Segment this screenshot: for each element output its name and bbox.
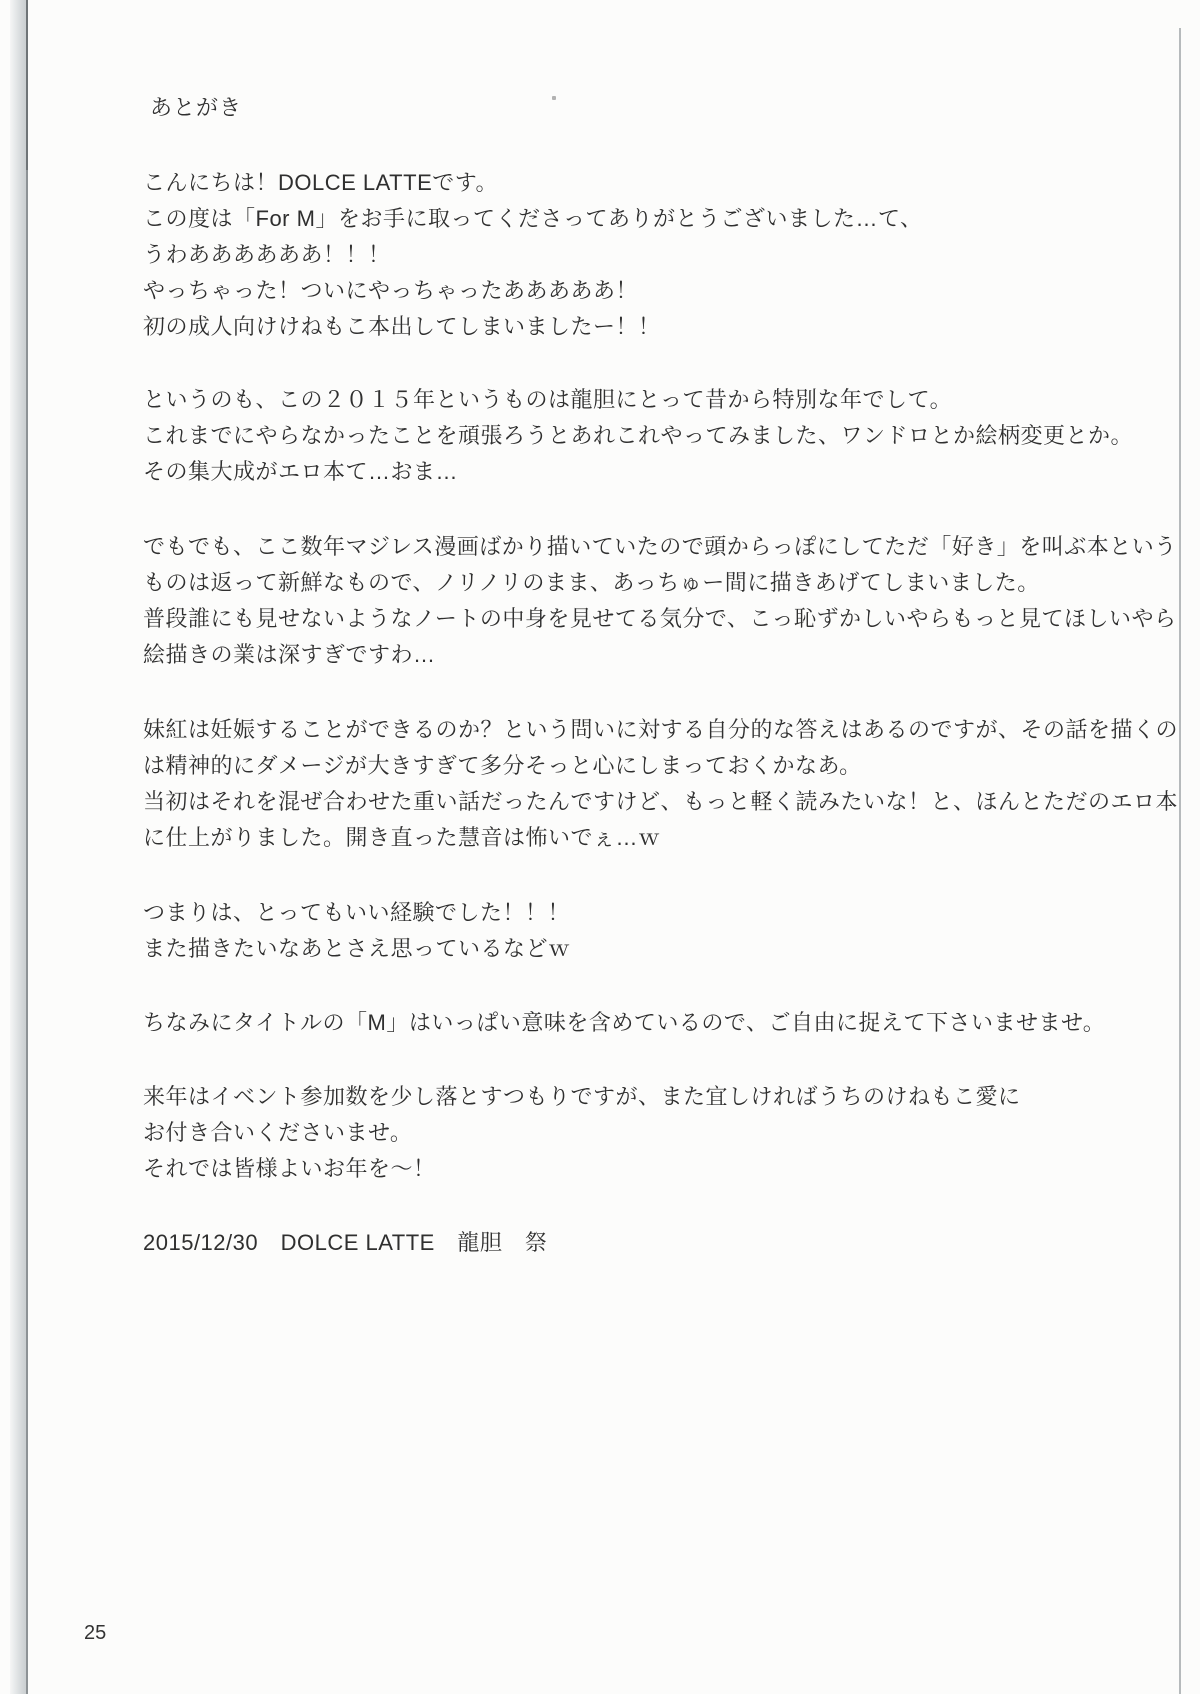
- text-line: 来年はイベント参加数を少し落とすつもりですが、また宜しければうちのけねもこ愛に: [143, 1084, 1021, 1109]
- text-line: お付き合いくださいませ。: [143, 1120, 413, 1145]
- text-line: これまでにやらなかったことを頑張ろうとあれこれやってみました、ワンドロとか絵柄変更とか。: [143, 423, 1134, 448]
- text-line: こんにちは！DOLCE LATTEです。: [143, 170, 498, 195]
- scan-right-edge: [1179, 28, 1181, 1694]
- paragraph-title-note: [143, 1005, 1105, 1041]
- text-line: やっちゃった！ついにやっちゃったあああああ！: [143, 278, 639, 303]
- text-line: この度は「For M」をお手に取ってくださってありがとうございました…て、: [143, 206, 923, 231]
- paragraph-story: [143, 712, 1178, 856]
- text-line: ちなみにタイトルの「M」はいっぱい意味を含めているので、ご自由に捉えて下さいませませ。: [143, 1010, 1106, 1035]
- paragraph-closing: [143, 1079, 1021, 1187]
- text-line: に仕上がりました。開き直った慧音は怖いでぇ…ｗ: [143, 825, 661, 850]
- scan-speck: [552, 96, 556, 100]
- text-line: 絵描きの業は深すぎですわ…: [143, 642, 436, 667]
- scan-left-edge: [10, 0, 28, 1694]
- text-line: また描きたいなあとさえ思っているなどｗ: [143, 936, 571, 961]
- text-line: 初の成人向けけねもこ本出してしまいましたー！！: [143, 314, 661, 339]
- text-line: 普段誰にも見せないようなノートの中身を見せてる気分で、こっ恥ずかしいやらもっと見てほしいやら: [143, 606, 1177, 631]
- text-line: ものは返って新鮮なもので、ノリノリのまま、あっちゅー間に描きあげてしまいました。: [143, 570, 1040, 595]
- signature-line: 2015/12/30 DOLCE LATTE 龍胆 祭: [143, 1230, 548, 1255]
- text-line: うわああああああ！！！: [143, 242, 391, 267]
- text-line: でもでも、ここ数年マジレス漫画ばかり描いていたので頭からっぽにしてただ「好き」を叫ぶ本という: [143, 534, 1177, 559]
- paragraph-greeting: [143, 165, 923, 345]
- paragraph-experience: [143, 895, 571, 967]
- paragraph-2015: [143, 382, 1133, 490]
- text-line: つまりは、とってもいい経験でした！！！: [143, 900, 571, 925]
- text-line: その集大成がエロ本て…おま…: [143, 459, 459, 484]
- page-number: 25: [84, 1622, 107, 1644]
- text-line: は精神的にダメージが大きすぎて多分そっと心にしまっておくかなあ。: [143, 753, 862, 778]
- text-line: 妹紅は妊娠することができるのか？という問いに対する自分的な答えはあるのですが、その話を描くの: [143, 717, 1179, 742]
- text-line: というのも、この２０１５年というものは龍胆にとって昔から特別な年でして。: [143, 387, 953, 412]
- paragraph-drawing: [143, 529, 1177, 673]
- page-title: あとがき: [150, 95, 243, 120]
- text-line: 当初はそれを混ぜ合わせた重い話だったんですけど、もっと軽く読みたいな！と、ほんとただのエロ本: [143, 789, 1179, 814]
- text-line: それでは皆様よいお年を～！: [143, 1156, 436, 1181]
